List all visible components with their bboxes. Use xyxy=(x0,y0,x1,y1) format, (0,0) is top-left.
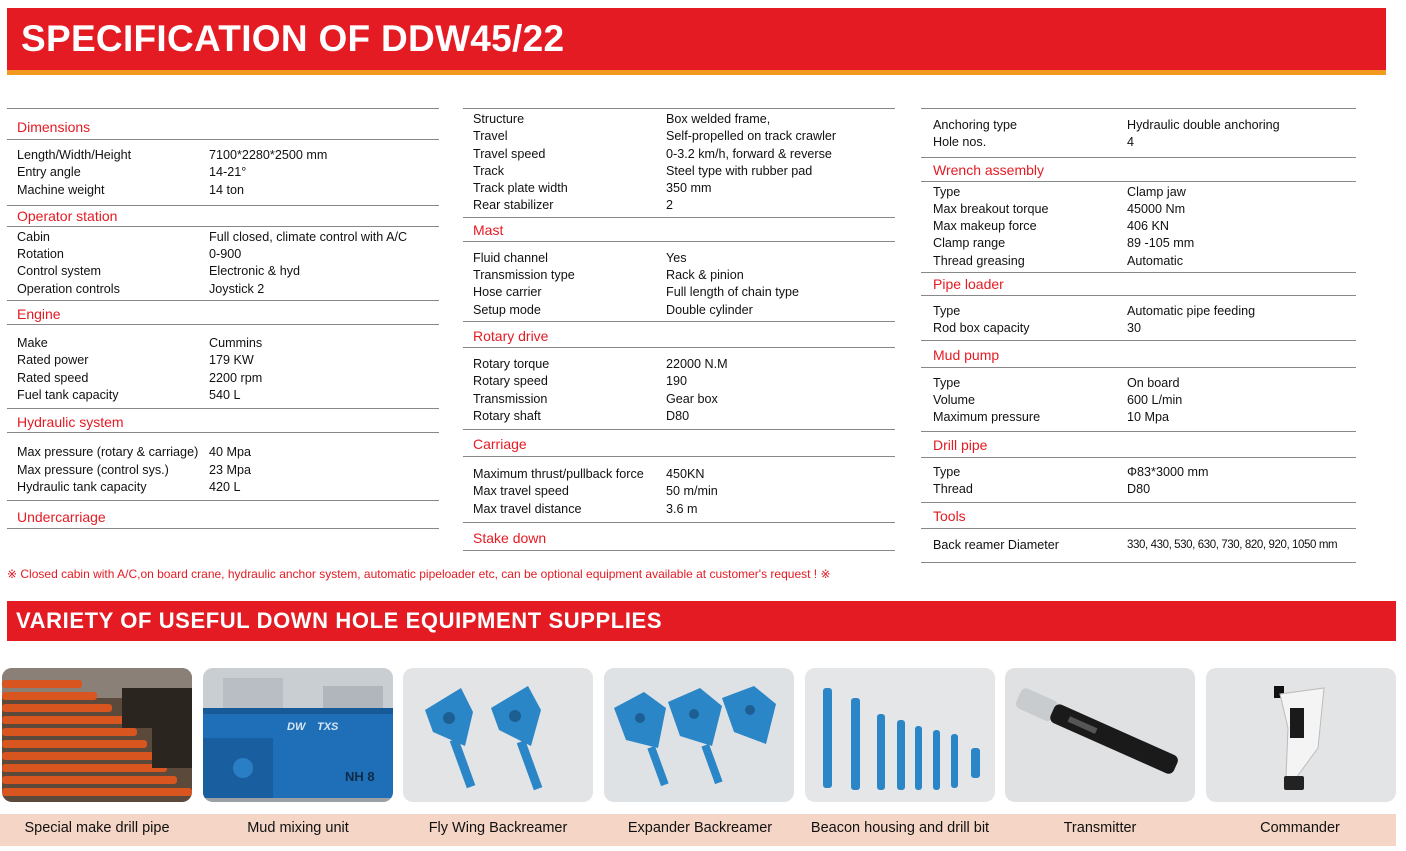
section-title: Carriage xyxy=(463,429,895,457)
spec-value: Yes xyxy=(666,250,687,265)
spec-key: Hydraulic tank capacity xyxy=(17,479,147,494)
spec-key: Rated speed xyxy=(17,370,89,385)
spec-key: Make xyxy=(17,336,48,351)
spec-value: Automatic xyxy=(1127,253,1183,268)
spec-row xyxy=(7,147,439,164)
spec-column-2 xyxy=(463,108,895,551)
spec-value: Automatic pipe feeding xyxy=(1127,304,1256,319)
spec-row xyxy=(7,387,439,404)
spec-key: Transmission xyxy=(473,391,548,406)
beacon-housing-photo xyxy=(805,668,995,802)
spec-row xyxy=(463,284,895,301)
spec-value: Φ83*3000 mm xyxy=(1127,464,1209,479)
section-title: Pipe loader xyxy=(921,272,1356,296)
spec-value: 22000 N.M xyxy=(666,356,728,371)
spec-row xyxy=(7,462,439,479)
spec-key: Operation controls xyxy=(17,281,120,296)
section-rows xyxy=(921,109,1356,157)
spec-value: 50 m/min xyxy=(666,484,718,499)
spec-key: Hole nos. xyxy=(933,135,987,150)
commander-photo xyxy=(1206,668,1396,802)
spec-value: Electronic & hyd xyxy=(209,264,300,279)
section-rows xyxy=(921,458,1356,503)
spec-row xyxy=(921,134,1356,151)
spec-value: 450KN xyxy=(666,467,705,482)
spec-value: 45000 Nm xyxy=(1127,201,1186,216)
section-rows xyxy=(463,109,895,217)
spec-value: 14-21° xyxy=(209,165,247,180)
spec-value: 40 Mpa xyxy=(209,445,252,460)
spec-row xyxy=(7,246,439,263)
spec-row xyxy=(463,128,895,145)
spec-value: 10 Mpa xyxy=(1127,410,1170,425)
spec-row xyxy=(7,444,439,461)
spec-key: Rotary shaft xyxy=(473,408,541,423)
spec-row xyxy=(7,263,439,280)
spec-row xyxy=(7,281,439,298)
section-rows xyxy=(463,457,895,522)
section-title: Undercarriage xyxy=(7,500,439,529)
spec-value: 350 mm xyxy=(666,181,712,196)
spec-value: 190 xyxy=(666,374,688,389)
section-title: Mast xyxy=(463,217,895,242)
spec-row xyxy=(7,335,439,352)
spec-key: Back reamer Diameter xyxy=(933,538,1059,553)
spec-key: Rotation xyxy=(17,247,64,262)
spec-value: D80 xyxy=(666,408,690,423)
spec-value: Steel type with rubber pad xyxy=(666,163,813,178)
spec-value: 7100*2280*2500 mm xyxy=(209,148,328,162)
spec-value: Box welded frame, xyxy=(666,112,771,126)
spec-key: Rear stabilizer xyxy=(473,198,554,213)
spec-value: 0-3.2 km/h, forward & reverse xyxy=(666,146,832,161)
spec-row xyxy=(921,375,1356,392)
section-rows xyxy=(921,182,1356,272)
spec-row xyxy=(921,409,1356,426)
spec-key: Travel xyxy=(473,129,508,144)
spec-key: Machine weight xyxy=(17,182,105,197)
section-rows xyxy=(463,348,895,429)
spec-row xyxy=(463,501,895,518)
spec-value: 540 L xyxy=(209,387,241,402)
caption-beacon-housing: Beacon housing and drill bit xyxy=(810,820,990,836)
spec-key: Type xyxy=(933,375,961,390)
spec-row xyxy=(921,303,1356,320)
spec-key: Thread greasing xyxy=(933,253,1025,268)
drill-pipe-photo xyxy=(2,668,192,802)
spec-value: 23 Mpa xyxy=(209,462,252,477)
caption-commander: Commander xyxy=(1260,820,1340,836)
section-title: Engine xyxy=(7,300,439,325)
spec-row xyxy=(7,182,439,199)
spec-value: Double cylinder xyxy=(666,302,753,317)
spec-row xyxy=(463,180,895,197)
spec-row xyxy=(7,352,439,369)
optional-equipment-note: ※ Closed cabin with A/C,on board crane, hydraulic anchor system, automatic pipeloader etc, can be optional equipment available at customer's request ! ※ xyxy=(7,567,831,581)
section-title: Stake down xyxy=(463,522,895,551)
spec-key: Anchoring type xyxy=(933,118,1018,132)
spec-key: Rod box capacity xyxy=(933,321,1030,336)
spec-key: Fluid channel xyxy=(473,250,548,265)
section-rows xyxy=(7,325,439,408)
spec-row xyxy=(921,464,1356,481)
spec-key: Max pressure (control sys.) xyxy=(17,462,169,477)
spec-key: Thread xyxy=(933,481,973,496)
spec-value: 406 KN xyxy=(1127,219,1170,234)
section-title: Wrench assembly xyxy=(921,157,1356,182)
spec-key: Maximum pressure xyxy=(933,410,1041,425)
tank-label-right: NH 8 xyxy=(345,769,375,784)
spec-row xyxy=(463,163,895,180)
spec-row xyxy=(921,537,1356,554)
spec-key: Hose carrier xyxy=(473,285,542,300)
spec-value: Joystick 2 xyxy=(209,281,265,296)
section-rows xyxy=(921,368,1356,431)
spec-key: Max travel speed xyxy=(473,484,569,499)
spec-key: Max pressure (rotary & carriage) xyxy=(17,445,199,460)
spec-key: Travel speed xyxy=(473,146,546,161)
spec-value: 89 -105 mm xyxy=(1127,236,1195,251)
spec-key: Max travel distance xyxy=(473,501,582,516)
spec-value: On board xyxy=(1127,375,1180,390)
spec-row xyxy=(921,218,1356,235)
spec-key: Track xyxy=(473,163,505,178)
spec-key: Type xyxy=(933,184,961,199)
spec-value: Full closed, climate control with A/C xyxy=(209,229,408,244)
section-title: Dimensions xyxy=(7,109,439,140)
section-title: Mud pump xyxy=(921,340,1356,368)
spec-value: 420 L xyxy=(209,479,241,494)
spec-value: D80 xyxy=(1127,481,1151,496)
spec-key: Type xyxy=(933,304,961,319)
spec-key: Rotary speed xyxy=(473,374,548,389)
spec-row xyxy=(463,302,895,319)
section-title: Drill pipe xyxy=(921,431,1356,458)
tank-label-left: DW xyxy=(287,721,306,733)
section-title: Operator station xyxy=(7,205,439,227)
spec-value: 2200 rpm xyxy=(209,370,263,385)
spec-value: 14 ton xyxy=(209,182,245,197)
spec-value: Cummins xyxy=(209,336,263,351)
fly-wing-backreamer-photo xyxy=(403,668,593,802)
spec-value: 3.6 m xyxy=(666,501,698,516)
spec-row xyxy=(463,391,895,408)
spec-column-1 xyxy=(7,108,439,529)
spec-key: Setup mode xyxy=(473,302,541,317)
caption-drill-pipe: Special make drill pipe xyxy=(24,820,170,836)
spec-key: Max makeup force xyxy=(933,219,1037,234)
spec-row xyxy=(921,201,1356,218)
equipment-title: VARIETY OF USEFUL DOWN HOLE EQUIPMENT SUPPLIES xyxy=(7,601,1396,641)
spec-value: Gear box xyxy=(666,391,718,406)
caption-fly-wing-backreamer: Fly Wing Backreamer xyxy=(428,820,568,836)
spec-key: Entry angle xyxy=(17,165,81,180)
section-rows xyxy=(7,433,439,500)
spec-row xyxy=(463,250,895,267)
spec-key: Structure xyxy=(473,112,525,126)
caption-transmitter: Transmitter xyxy=(1063,820,1137,836)
spec-value: 179 KW xyxy=(209,353,254,368)
spec-row xyxy=(463,483,895,500)
spec-key: Control system xyxy=(17,264,101,279)
section-title: Hydraulic system xyxy=(7,408,439,433)
spec-key: Max breakout torque xyxy=(933,201,1049,216)
section-rows xyxy=(463,242,895,321)
spec-row xyxy=(463,111,895,128)
transmitter-photo xyxy=(1005,668,1195,802)
spec-value: Rack & pinion xyxy=(666,268,744,283)
spec-key: Transmission type xyxy=(473,268,575,283)
mud-mixing-unit-photo xyxy=(203,668,393,802)
spec-row xyxy=(463,197,895,214)
spec-value: 0-900 xyxy=(209,247,242,262)
spec-key: Volume xyxy=(933,392,976,407)
spec-row xyxy=(463,267,895,284)
spec-value: 330, 430, 530, 630, 730, 820, 920, 1050 mm xyxy=(1127,539,1338,552)
title-underline xyxy=(7,70,1386,75)
section-title: Rotary drive xyxy=(463,321,895,348)
spec-row xyxy=(921,481,1356,498)
tank-label-mid: TXS xyxy=(317,721,339,733)
spec-key: Fuel tank capacity xyxy=(17,387,119,402)
spec-value: Clamp jaw xyxy=(1127,184,1186,199)
spec-key: Length/Width/Height xyxy=(17,148,132,162)
spec-row xyxy=(921,392,1356,409)
caption-expander-backreamer: Expander Backreamer xyxy=(627,820,773,836)
spec-row xyxy=(463,356,895,373)
spec-value: 30 xyxy=(1127,321,1142,336)
spec-key: Type xyxy=(933,464,961,479)
caption-mud-mixing-unit: Mud mixing unit xyxy=(247,820,349,836)
spec-title: SPECIFICATION OF DDW45/22 xyxy=(7,8,1386,70)
spec-row xyxy=(7,479,439,496)
spec-row xyxy=(463,408,895,425)
section-title: Tools xyxy=(921,502,1356,529)
spec-key: Maximum thrust/pullback force xyxy=(473,467,644,482)
spec-row xyxy=(921,184,1356,201)
spec-row xyxy=(921,117,1356,134)
spec-value: Hydraulic double anchoring xyxy=(1127,118,1280,132)
section-rows xyxy=(7,140,439,205)
section-rows xyxy=(7,227,439,300)
spec-row xyxy=(7,370,439,387)
spec-value: Self-propelled on track crawler xyxy=(666,129,837,144)
spec-value: Full length of chain type xyxy=(666,285,800,300)
spec-value: 2 xyxy=(666,198,674,213)
spec-value: 600 L/min xyxy=(1127,392,1183,407)
spec-row xyxy=(921,235,1356,252)
spec-column-3 xyxy=(921,108,1356,563)
spec-row xyxy=(463,466,895,483)
section-rows xyxy=(921,296,1356,340)
spec-key: Cabin xyxy=(17,229,50,244)
spec-key: Clamp range xyxy=(933,236,1006,251)
spec-key: Rated power xyxy=(17,353,89,368)
spec-row xyxy=(463,373,895,390)
spec-row xyxy=(463,146,895,163)
expander-backreamer-photo xyxy=(604,668,794,802)
spec-row xyxy=(921,320,1356,337)
spec-key: Track plate width xyxy=(473,181,568,196)
spec-key: Rotary torque xyxy=(473,356,550,371)
section-rows xyxy=(921,529,1356,563)
spec-row xyxy=(7,229,439,246)
spec-row xyxy=(921,253,1356,270)
spec-row xyxy=(7,164,439,181)
spec-value: 4 xyxy=(1127,135,1135,150)
